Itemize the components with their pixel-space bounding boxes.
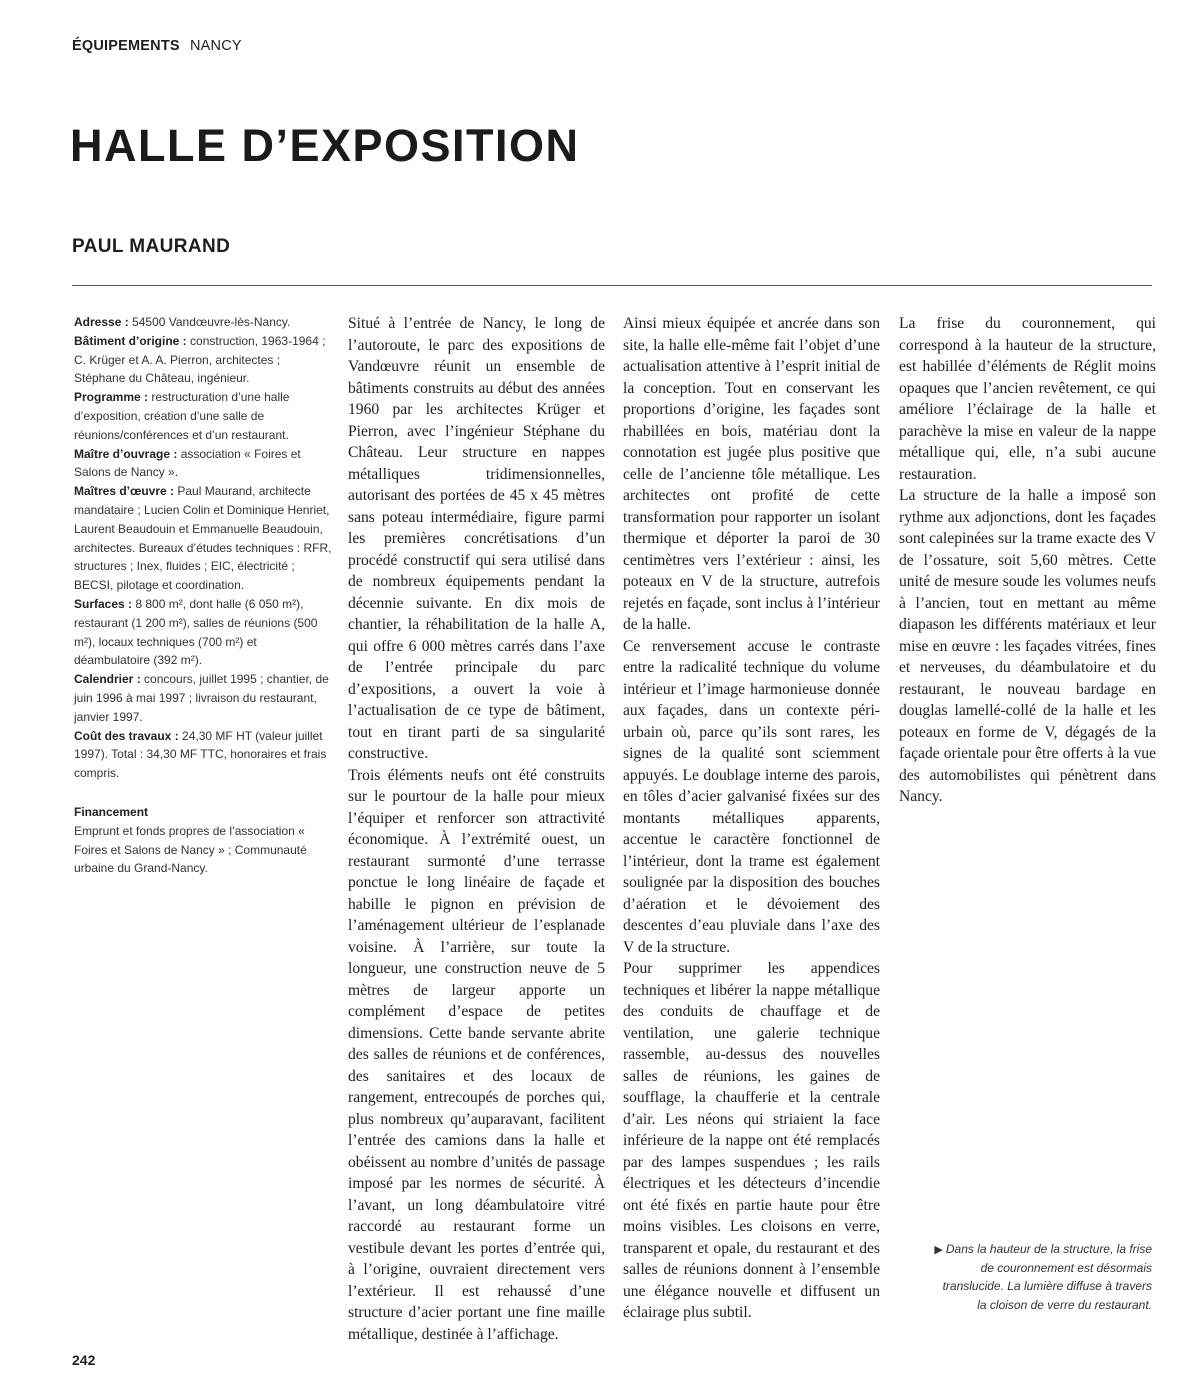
financement-text: Emprunt et fonds propres de l’association « Foires et Salons de Nancy » ; Communauté urbaine du Grand-Nancy. <box>74 823 307 876</box>
running-header <box>72 38 242 54</box>
financement-heading: Financement <box>74 804 149 819</box>
paragraph: Situé à l’entrée de Nancy, le long de l’autoroute, le parc des expositions de Vandœuvre réunit un ensemble de bâtiments construits au début des années 1960 par les architectes Krüger et Pierron, avec l’ingénieur Stéphane du Château. Leur structure en nappes métalliques tridimensionnelles, autorisant des portées de 45 x 45 mètres sans poteau intermédiaire, figure parmi les premières concrétisations d’un procédé constructif qui sera utilisé dans de nombreux équipements pendant la décennie suivante. En dix mois de chantier, la réhabilitation de la halle A, qui offre 6 000 mètres carrés dans l’axe de l’entrée principale du parc d’expositions, a ouvert la voie à l’actualisation de ce type de bâtiment, tout en tirant parti de sa singularité constructive. <box>348 315 605 762</box>
paragraph: La structure de la halle a imposé son rythme aux adjonctions, dont les façades sont calepinées sur la trame exacte des V de l’ossature, soit 5,60 mètres. Cette unité de mesure soude les volumes neufs à l’ancien, tout en mettant au même diapason les différents matériaux et leur mise en œuvre : les façades vitrées, fines et nerveuses, du déambulatoire et du restaurant, le nouveau bardage en douglas lamellé-collé de la halle et les poteaux en forme de V, dégagés de la façade orientale pour être offerts à la vue des automobilistes qui pénètrent dans Nancy. <box>899 487 1156 805</box>
caption-arrow-icon: ▶ <box>934 1244 943 1256</box>
fact-address: Adresse : 54500 Vandœuvre-lès-Nancy. <box>74 315 291 329</box>
author-name: PAUL MAURAND <box>72 236 231 257</box>
caption-text: Dans la hauteur de la structure, la frise de couronnement est désormais translucide. La lumière diffuse à travers la cloison de verre du restaurant. <box>942 1242 1152 1312</box>
paragraph: Trois éléments neufs ont été construits sur le pourtour de la halle pour mieux l’équiper et renforcer son attractivité économique. À l’extrémité ouest, un restaurant surmonté d’une terrasse ponctue le long linéaire de façade et habille le pignon en prévision de l’aménagement ultérieur de l’esplanade voisine. À l’arrière, sur toute la longueur, une construction neuve de 5 mètres de largeur apporte un complément d’espace de petites dimensions. Cette bande servante abrite des salles de réunions et de conférences, des sanitaires et des locaux de rangement, entrecoupés de porches qui, plus nombreux qu’auparavant, facilitent l’entrée des camions dans la halle et obéissent au nombre d’unités de passage imposé par les normes de sécurité. À l’avant, un long déambulatoire vitré raccordé au restaurant forme un vestibule devant les portes d’entrée qui, à l’origine, ouvraient directement vers l’extérieur. Il est rehaussé d’une structure d’acier portant une fine maille métallique, destinée à l’affichage. <box>348 766 605 1343</box>
paragraph: La frise du couronnement, qui correspond à la hauteur de la structure, est habillée d’éléments de Réglit moins opaques que l’ancien revêtement, ce qui améliore l’éclairage de la halle et parachève la mise en valeur de la nappe métallique qui, elle, n’a subi aucune restauration. <box>899 315 1156 483</box>
header-city: NANCY <box>189 38 242 54</box>
paragraph: Ainsi mieux équipée et ancrée dans son site, la halle elle-même fait l’objet d’une actualisation attentive à l’esprit initial de la conception. Tout en conservant les proportions d’origine, les façades sont rhabillées en bois, matériau dont la connotation est jugée plus positive que celle de l’ancienne tôle métallique. Les architectes ont profité de cette transformation pour rapporter un isolant thermique et déporter la paroi de 30 centimètres vers l’extérieur : ainsi, les poteaux en V de la structure, autrefois rejetés en façade, sont inclus à l’intérieur de la halle. <box>623 315 880 633</box>
fact-surfaces: Surfaces : 8 800 m², dont halle (6 050 m²), restaurant (1 200 m²), salles de réunions (500 m²), locaux techniques (700 m²) et déambulatoire (392 m²). <box>74 596 318 668</box>
fact-calendar: Calendrier : concours, juillet 1995 ; chantier, de juin 1996 à mai 1997 ; livraison du restaurant, janvier 1997. <box>74 672 329 724</box>
body-column-2 <box>623 313 880 1324</box>
photo-caption <box>930 1240 1152 1314</box>
fact-original-building: Bâtiment d’origine : construction, 1963-1964 ; C. Krüger et A. A. Pierron, architectes ; Stéphane du Château, ingénieur. <box>74 333 326 386</box>
header-section: ÉQUIPEMENTS <box>72 38 180 54</box>
fact-program: Programme : restructuration d’une halle d’exposition, création d’une salle de réunions/conférences et d’un restaurant. <box>74 390 290 442</box>
fact-architects: Maîtres d’œuvre : Paul Maurand, architecte mandataire ; Lucien Colin et Dominique Henriet, Laurent Beaudouin et Emmanuelle Beaudouin, architectes. Bureaux d’études techniques : RFR, structures ; Inex, fluides ; EIC, électricité ; BECSI, pilotage et coordination. <box>74 484 332 593</box>
paragraph: Pour supprimer les appendices techniques et libérer la nappe métallique des conduits de chauffage et de ventilation, une galerie technique rassemble, au-dessus des nouvelles salles de réunions, les gaines de soufflage, la chaufferie et la centrale d’air. Les néons qui striaient la face inférieure de la nappe ont été remplacés par des lampes suspendues ; les rails électriques et les détecteurs d’incendie ont été fixés en partie haute pour être moins visibles. Les cloisons en verre, transparent et opale, du restaurant et des salles de réunions donnent à l’ensemble une élégance nouvelle et diffusent un éclairage plus subtil. <box>623 960 880 1321</box>
page-number: 242 <box>72 1352 96 1368</box>
project-facts <box>74 313 332 878</box>
horizontal-rule <box>72 285 1152 286</box>
body-column-3 <box>899 313 1156 808</box>
page-title: HALLE D’EXPOSITION <box>70 120 580 171</box>
paragraph: Ce renversement accuse le contraste entre la radicalité technique du volume intérieur et l’image harmonieuse donnée aux façades, dans un contexte péri-urbain où, parce qu’ils sont rares, les signes de la qualité sont sciemment appuyés. Le doublage interne des parois, en tôles d’acier galvanisé fixées sur des montants métalliques apparents, accentue le caractère fonctionnel de l’intérieur, dont la trame est également soulignée par la disposition des bouches d’aération et le dévoiement des descentes d’eau pluviale dans l’axe des V de la structure. <box>623 637 880 956</box>
body-column-1 <box>348 313 605 1345</box>
fact-client: Maître d’ouvrage : association « Foires et Salons de Nancy ». <box>74 446 301 480</box>
fact-cost: Coût des travaux : 24,30 MF HT (valeur juillet 1997). Total : 34,30 MF TTC, honoraires et frais compris. <box>74 728 327 781</box>
